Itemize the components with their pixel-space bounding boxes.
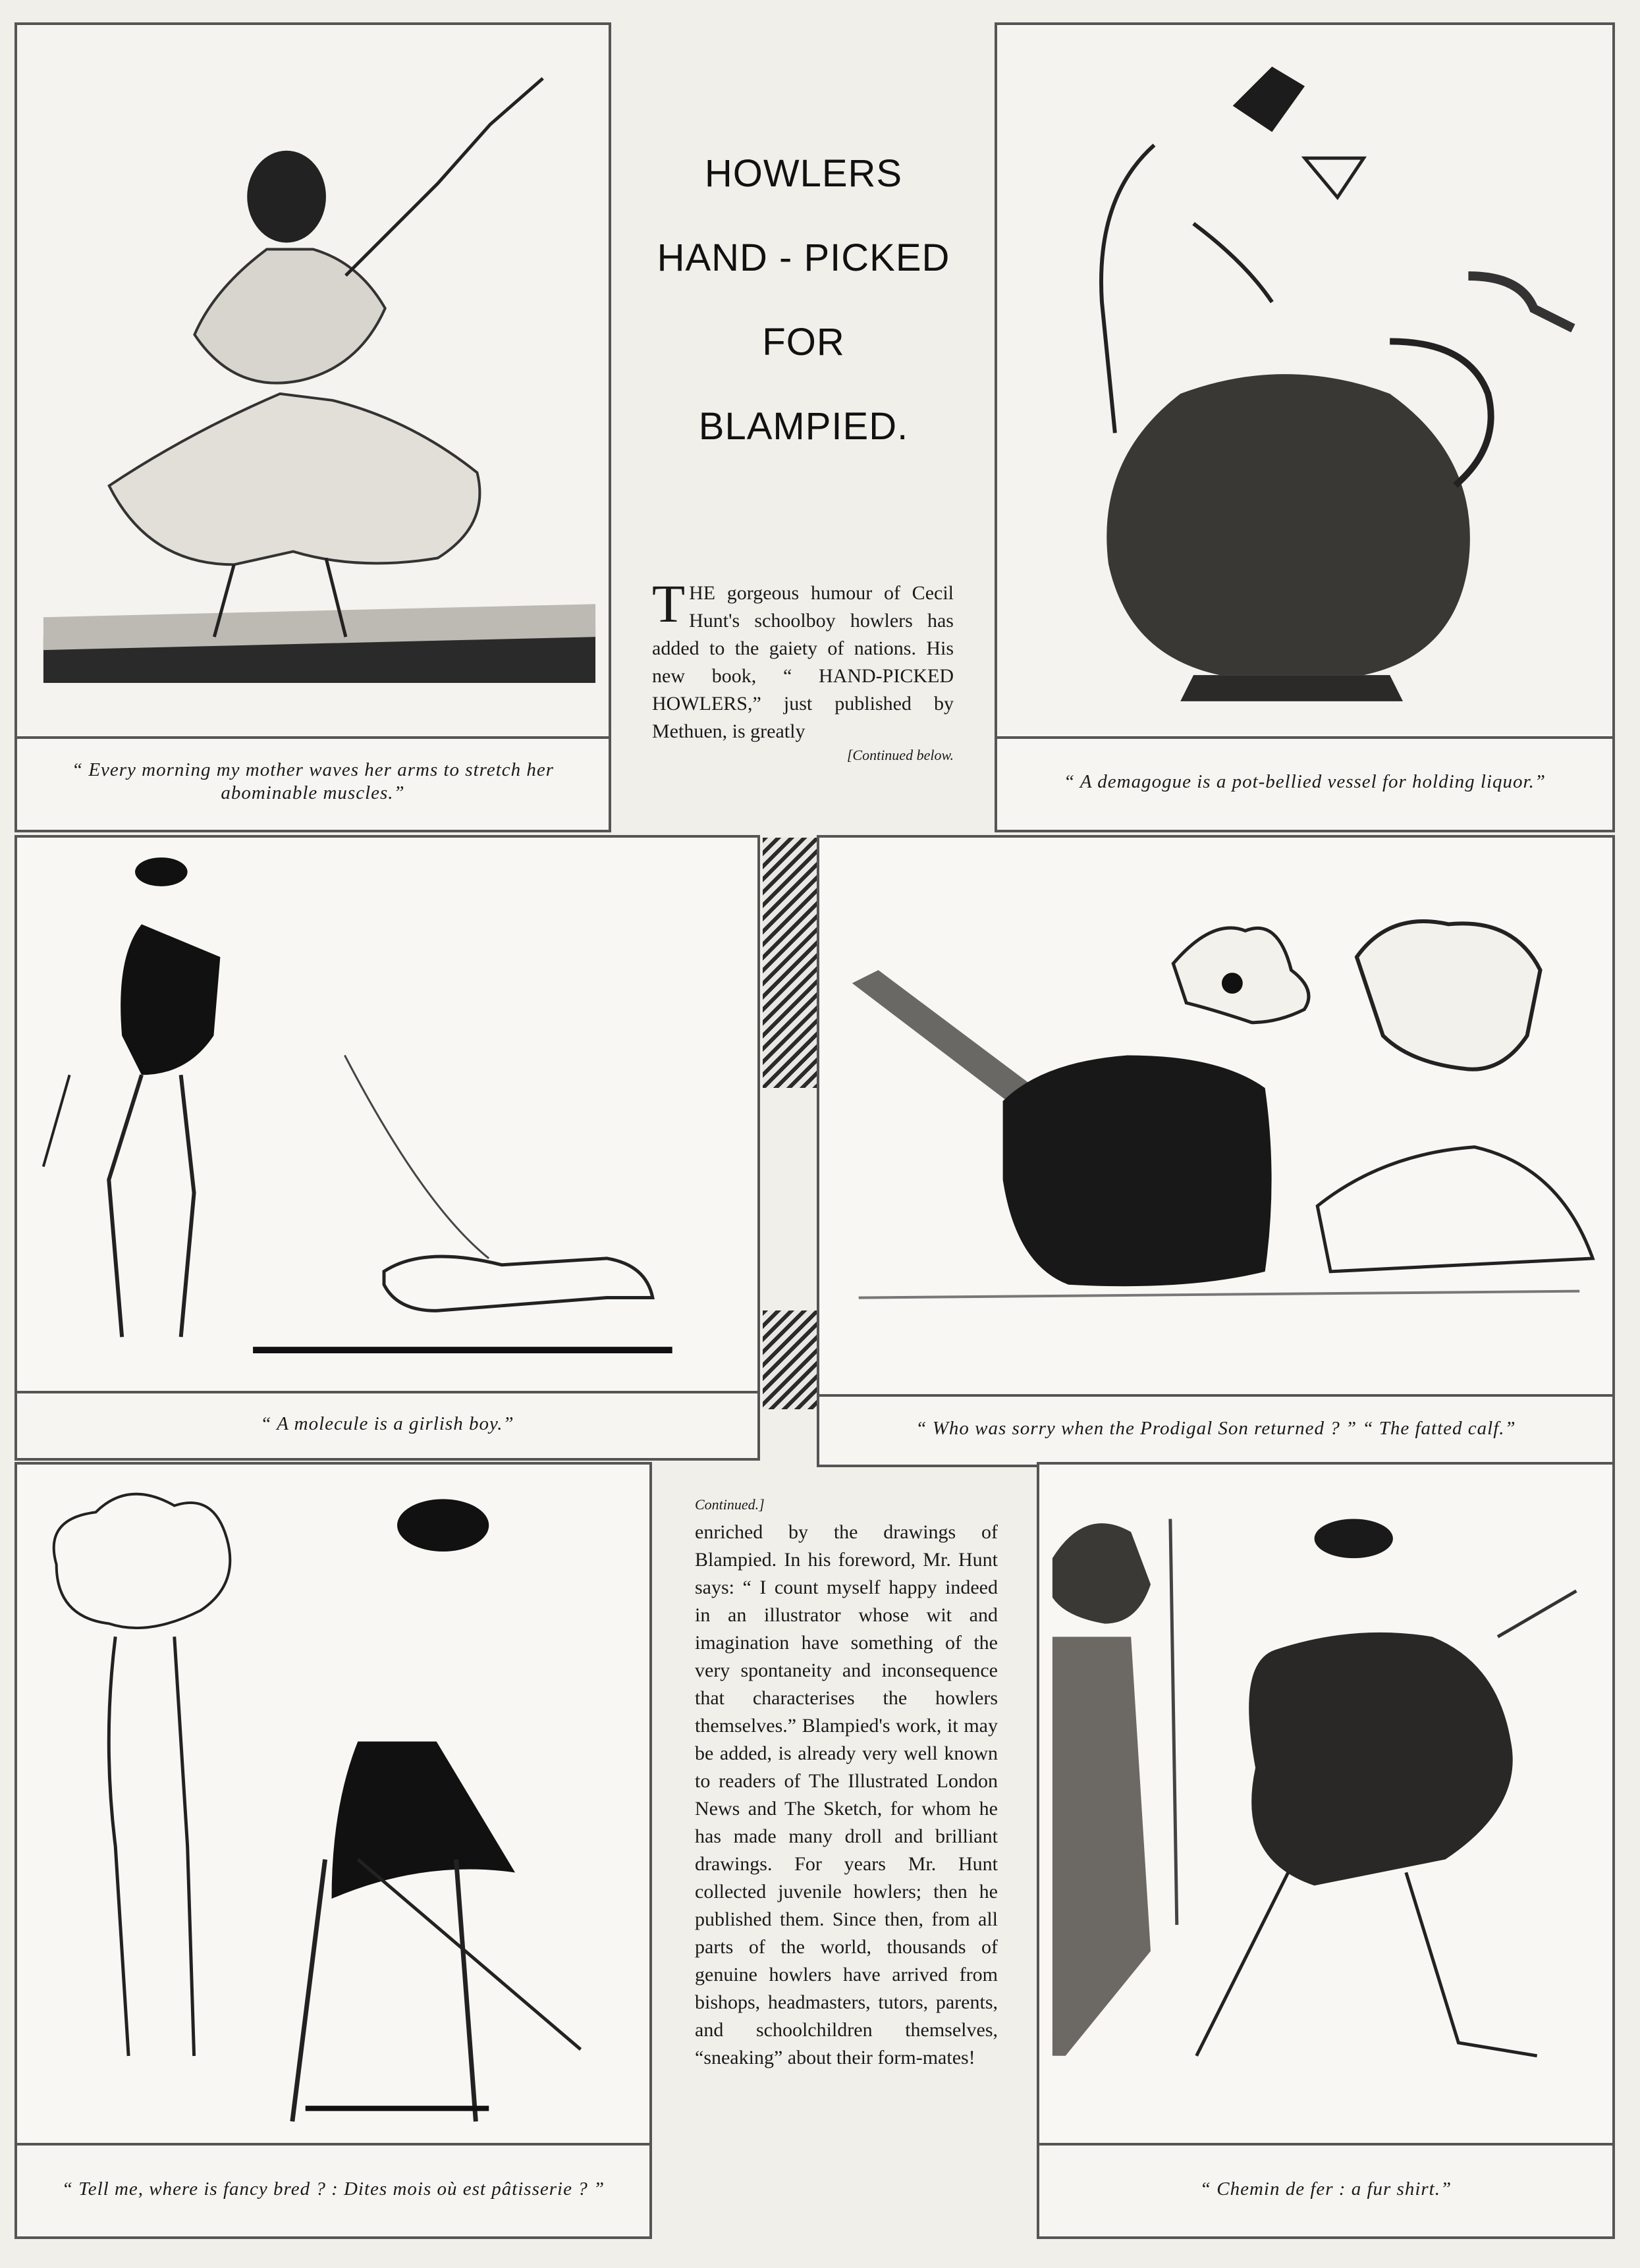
illustration-panel-dandy [14, 835, 760, 1461]
couple-drawing [17, 1465, 649, 2143]
illustration-panel-dancer [14, 22, 611, 832]
illustration-panel-couple [14, 1462, 652, 2239]
caption-dandy: “ A molecule is a girlish boy.” [260, 1413, 514, 1434]
headline-line-4: BLAMPIED. [698, 405, 909, 448]
calf-illustration [819, 838, 1612, 1397]
caption-dancer: “ Every morning my mother waves her arms to stretch her abominable muscles.” [71, 759, 555, 803]
fur-illustration [1039, 1465, 1612, 2146]
dandy-illustration [17, 838, 757, 1393]
jug-drawing [997, 25, 1612, 736]
couple-illustration [17, 1465, 649, 2146]
illustration-panel-calf [817, 835, 1615, 1467]
continuation-body: enriched by the drawings of Blampied. In his foreword, Mr. Hunt says: “ I count myself happy indeed in an illustrator whose wit and imagination have something of the very spontaneity and inconsequence that characterises the howlers themselves.” Blampied's work, it may be added, is already very well known to readers of The Illustrated London News and The Sketch, for whom he has made many droll and brilliant drawings. For years Mr. Hunt collected juvenile howlers; then he published them. Since then, from all parts of the world, thousands of genuine howlers have arrived from bishops, headmasters, tutors, parents, and schoolchildren themselves, “sneaking” about their form-mates! [695, 1521, 998, 2068]
caption-calf: “ Who was sorry when the Prodigal Son returned ? ” “ The fatted calf.” [916, 1417, 1516, 1439]
caption-couple: “ Tell me, where is fancy bred ? : Dites mois où est pâtisserie ? ” [61, 2178, 605, 2200]
jug-illustration [997, 25, 1612, 739]
headline-line-3: FOR [762, 321, 845, 364]
caption-fur: “ Chemin de fer : a fur shirt.” [1199, 2178, 1452, 2200]
continued-note: Continued.] [695, 1496, 765, 1513]
dancer-illustration [17, 25, 609, 739]
headline-line-1: HOWLERS [704, 152, 903, 195]
continued-below-note: [Continued below. [846, 747, 954, 763]
intro-drop-cap: T [652, 574, 686, 634]
dancer-drawing [17, 25, 609, 736]
calf-drawing [819, 838, 1612, 1394]
hatched-divider-bottom [763, 1310, 818, 1409]
continuation-text [695, 1495, 998, 2072]
headline [619, 132, 988, 469]
fur-drawing [1039, 1465, 1612, 2143]
hatched-divider-top [763, 838, 818, 1088]
intro-body: HE gorgeous humour of Cecil Hunt's schoolboy howlers has added to the gaiety of nations. His new book, “ HAND-PICKED HOWLERS,” just published by Methuen, is greatly [652, 582, 954, 742]
dandy-drawing [17, 838, 757, 1391]
intro-text [652, 574, 954, 765]
headline-line-2: HAND - PICKED [657, 236, 950, 279]
illustration-panel-fur [1037, 1462, 1615, 2239]
illustration-panel-jug [995, 22, 1615, 832]
caption-jug: “ A demagogue is a pot-bellied vessel for holding liquor.” [1064, 770, 1546, 792]
